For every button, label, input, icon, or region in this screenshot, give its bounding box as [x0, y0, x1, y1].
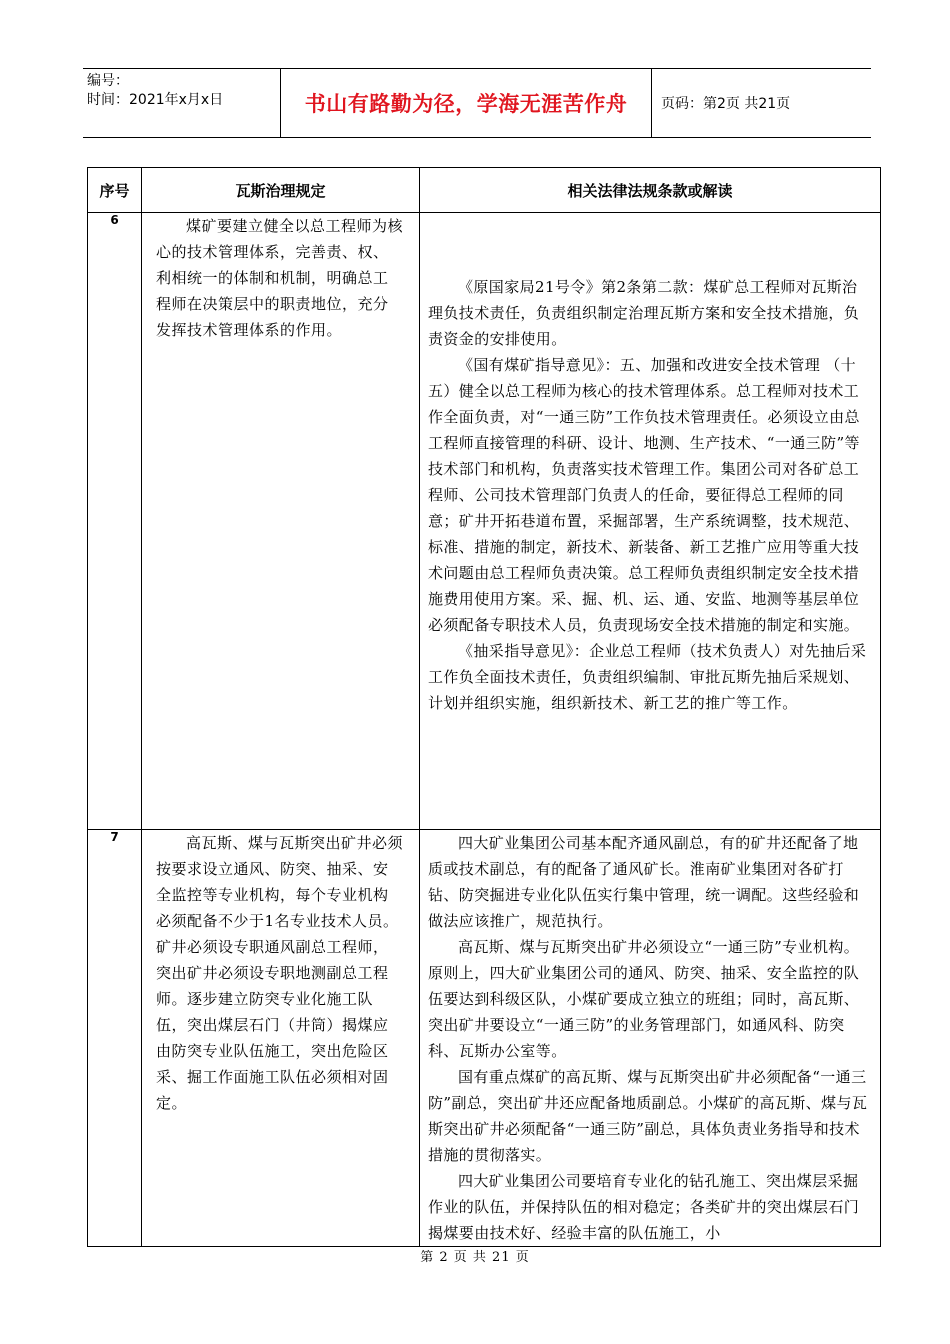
rule-cell	[142, 830, 420, 1247]
law-cell	[420, 830, 881, 1247]
law-paragraph: 四大矿业集团公司基本配齐通风副总，有的矿井还配备了地质或技术副总，有的配备了通风矿长。淮南矿业集团对各矿打钻、防突掘进专业化队伍实行集中管理，统一调配。这些经验和做法应该推广，规范执行。	[428, 834, 860, 930]
page-header	[83, 68, 871, 138]
table-row	[88, 830, 881, 1247]
column-header-number: 序号	[88, 168, 142, 213]
rule-cell	[142, 213, 420, 830]
row-number: 7	[88, 830, 142, 1247]
law-paragraph: 高瓦斯、煤与瓦斯突出矿井必须设立“一通三防”专业机构。原则上，四大矿业集团公司的通风、防突、抽采、安全监控的队伍要达到科级区队，小煤矿要成立独立的班组；同时，高瓦斯、突出矿井要设立“一通三防”的业务管理部门，如通风科、防突科、瓦斯办公室等。	[428, 938, 860, 1060]
document-time-label: 时间：2021年x月x日	[87, 92, 224, 108]
document-number-label: 编号：	[87, 73, 129, 89]
law-paragraph: 国有重点煤矿的高瓦斯、煤与瓦斯突出矿井必须配备“一通三防”副总，突出矿井还应配备地质副总。小煤矿的高瓦斯、煤与瓦斯突出矿井必须配备“一通三防”副总，具体负责业务指导和技术措施的贯彻落实。	[428, 1068, 868, 1164]
rule-text: 高瓦斯、煤与瓦斯突出矿井必须按要求设立通风、防突、抽采、安全监控等专业机构，每个专业机构必须配备不少于1名专业技术人员。矿井必须设专职通风副总工程师，突出矿井必须设专职地测副总工程师。逐步建立防突专业化施工队伍，突出煤层石门（井筒）揭煤应由防突专业队伍施工，突出危险区采、掘工作面施工队伍必须相对固定。	[156, 834, 404, 1112]
regulation-table	[87, 167, 881, 1247]
law-paragraph: 《抽采指导意见》：企业总工程师（技术负责人）对先抽后采工作负全面技术责任，负责组织编制、审批瓦斯先抽后采规划、计划并组织实施，组织新技术、新工艺的推广等工作。	[428, 642, 867, 712]
column-header-rule: 瓦斯治理规定	[142, 168, 420, 213]
header-page-info: 页码：第2页 共21页	[661, 96, 791, 112]
rule-text: 煤矿要建立健全以总工程师为核心的技术管理体系，完善责、权、利相统一的体制和机制，明确总工程师在决策层中的职责地位，充分发挥技术管理体系的作用。	[156, 217, 404, 339]
row-number: 6	[88, 213, 142, 830]
law-paragraph: 《国有煤矿指导意见》：五、加强和改进安全技术管理 （十五）健全以总工程师为核心的技术管理体系。总工程师对技术工作全面负责，对“一通三防”工作负技术管理责任。必须设立由总工程师直接管理的科研、设计、地测、生产技术、“一通三防”等技术部门和机构，负责落实技术管理工作。集团公司对各矿总工程师、公司技术管理部门负责人的任命，要征得总工程师的同意；矿井开拓巷道布置，采掘部署，生产系统调整，技术规范、标准、措施的制定，新技术、新装备、新工艺推广应用等重大技术问题由总工程师负责决策。总工程师负责组织制定安全技术措施费用使用方案。采、掘、机、运、通、安监、地测等基层单位必须配备专职技术人员，负责现场安全技术措施的制定和实施。	[428, 356, 860, 634]
page-footer: 第 2 页 共 21 页	[420, 1250, 530, 1265]
law-cell	[420, 213, 881, 830]
column-header-law: 相关法律法规条款或解读	[420, 168, 881, 213]
header-motto: 书山有路勤为径，学海无涯苦作舟	[281, 69, 652, 137]
table-header-row	[88, 168, 881, 213]
table-row	[88, 213, 881, 830]
law-paragraph: 《原国家局21号令》第2条第二款：煤矿总工程师对瓦斯治理负技术责任，负责组织制定治理瓦斯方案和安全技术措施，负责资金的安排使用。	[428, 278, 860, 348]
header-meta	[83, 69, 281, 137]
law-paragraph: 四大矿业集团公司要培育专业化的钻孔施工、突出煤层采掘作业的队伍，并保持队伍的相对稳定；各类矿井的突出煤层石门揭煤要由技术好、经验丰富的队伍施工，小	[428, 1172, 860, 1242]
